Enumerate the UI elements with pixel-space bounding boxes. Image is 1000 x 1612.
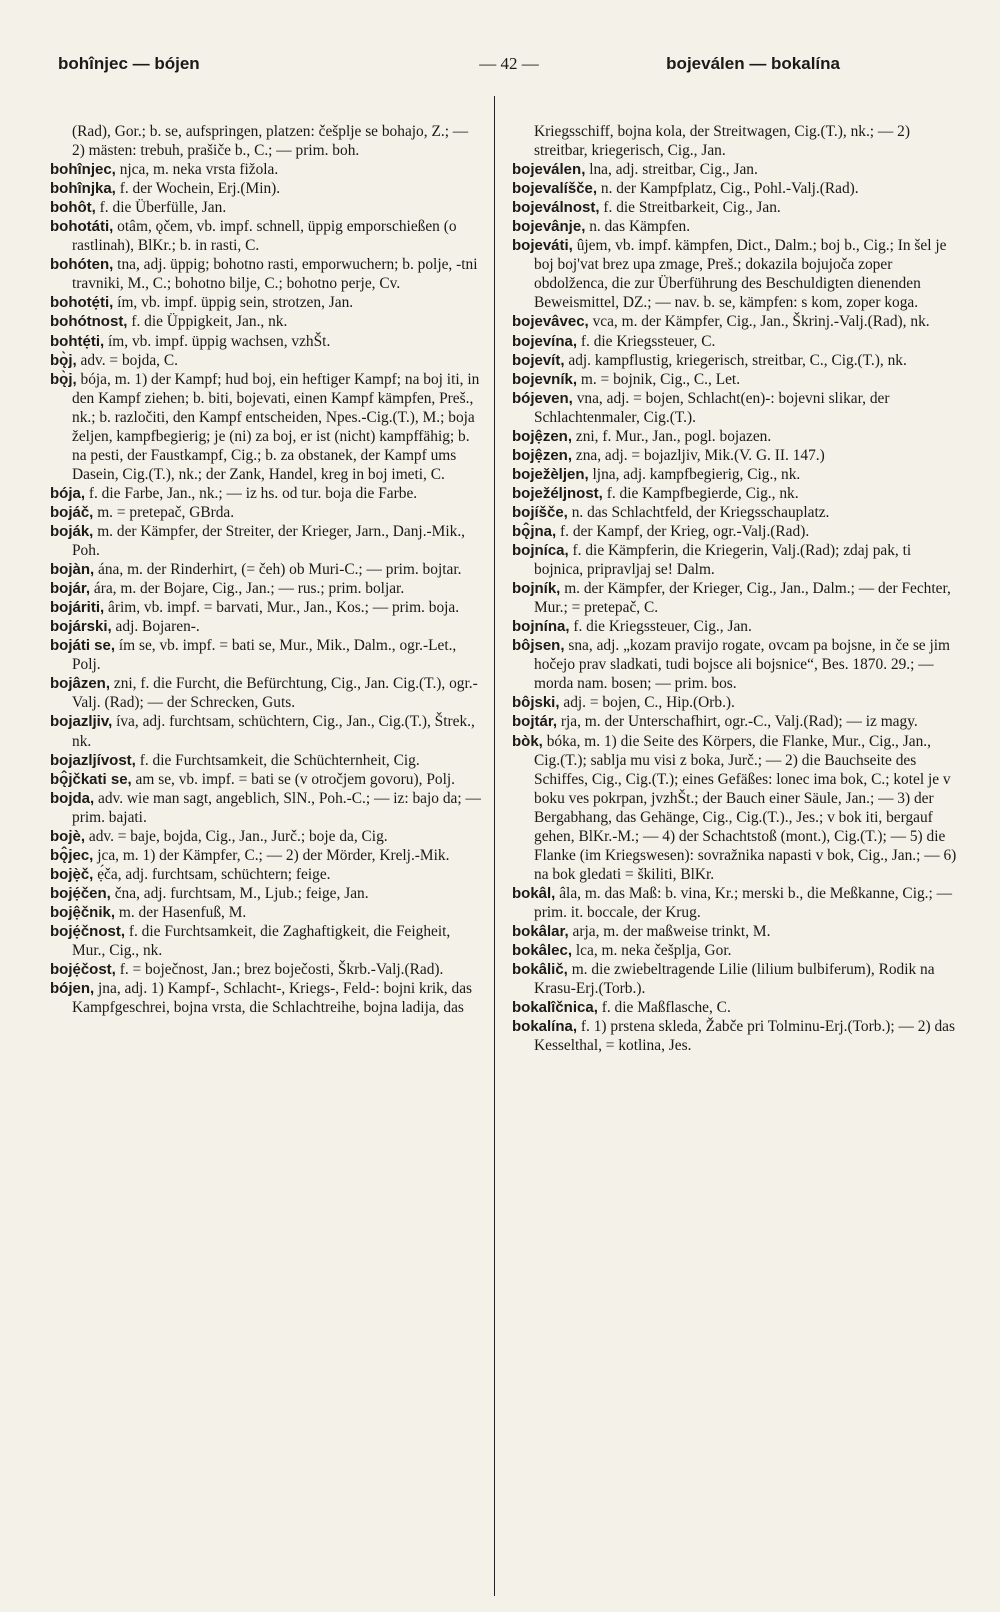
entry-headword: bǫ̀j,	[50, 351, 77, 369]
entry-headword: bojevník,	[512, 370, 578, 388]
entry-headword: bǫ̂jna,	[512, 522, 557, 540]
entry-definition: rja, m. der Unterschafhirt, ogr.-C., Valj.(Rad); — iz magy.	[557, 713, 918, 731]
dictionary-entry	[50, 332, 482, 351]
entry-headword: boježèljen,	[512, 465, 589, 483]
entry-definition: vna, adj. = bojen, Schlacht(en)-: bojevni slikar, der Schlachtenmaler, Cig.(T.).	[534, 389, 890, 426]
dictionary-entry	[512, 998, 958, 1017]
right-column	[512, 122, 958, 1055]
dictionary-entry	[512, 332, 958, 351]
dictionary-entry	[50, 751, 482, 770]
entry-definition: Kriegsschiff, bojna kola, der Streitwagen, Cig.(T.), nk.; — 2) streitbar, kriegerisch, Cig., Jan.	[534, 123, 910, 160]
dictionary-entry	[50, 636, 482, 674]
entry-definition: vca, m. der Kämpfer, Cig., Jan., Škrinj.-Valj.(Rad), nk.	[588, 313, 930, 331]
dictionary-entry	[50, 179, 482, 198]
entry-definition: ljna, adj. kampfbegierig, Cig., nk.	[588, 465, 801, 483]
dictionary-entry	[512, 503, 958, 522]
dictionary-entry	[512, 579, 958, 617]
dictionary-entry	[50, 560, 482, 579]
entry-headword: bojevína,	[512, 332, 578, 350]
dictionary-entry	[50, 255, 482, 293]
entry-headword: bòk,	[512, 732, 543, 750]
dictionary-entry	[512, 693, 958, 712]
entry-definition: m. der Kämpfer, der Streiter, der Krieger, Jarn., Danj.-Mik., Poh.	[72, 522, 466, 560]
entry-headword: bojníca,	[512, 542, 569, 560]
entry-headword: bohtẹ́ti,	[50, 332, 105, 350]
entry-definition: am se, vb. impf. = bati se (v otročjem govoru), Polj.	[131, 770, 455, 788]
dictionary-entry	[50, 579, 482, 598]
dictionary-entry	[50, 789, 482, 827]
dictionary-entry	[512, 427, 958, 446]
dictionary-entry	[50, 712, 482, 750]
dictionary-entry	[512, 122, 958, 160]
entry-headword: bojẹ̀č,	[50, 865, 94, 883]
dictionary-entry	[512, 198, 958, 217]
entry-headword: bohótnost,	[50, 313, 128, 331]
entry-headword: bôjsen,	[512, 637, 565, 655]
dictionary-entry	[512, 179, 958, 198]
entry-headword: bojárski,	[50, 618, 112, 636]
entry-definition: m. die zwiebeltragende Lilie (lilium bulbiferum), Rodik na Krasu-Erj.(Torb.).	[534, 961, 935, 998]
dictionary-entry	[50, 217, 482, 255]
entry-headword: bohotáti,	[50, 218, 114, 236]
entry-headword: bojẹ́čost,	[50, 961, 116, 979]
dictionary-entry	[512, 312, 958, 331]
entry-headword: bojệčnik,	[50, 903, 116, 921]
entry-headword: bokâlec,	[512, 942, 573, 960]
entry-definition: ána, m. der Rinderhirt, (= čeh) ob Muri-C.; — prim. bojtar.	[94, 561, 462, 579]
entry-headword: bojẹ́čen,	[50, 884, 111, 902]
entry-definition: f. die Furchtsamkeit, die Zaghaftigkeit, die Feigheit, Mur., Cig., nk.	[72, 922, 451, 960]
entry-definition: n. das Kämpfen.	[585, 218, 691, 236]
dictionary-entry	[512, 541, 958, 579]
entry-headword: bohôt,	[50, 199, 96, 217]
entry-definition: otâm, ǫčem, vb. impf. schnell, üppig emporschießen (o rastlinah), BlKr.; b. in rasti, C.	[72, 218, 457, 255]
column-divider	[494, 96, 495, 1596]
entry-definition: ím, vb. impf. üppig sein, strotzen, Jan.	[113, 294, 354, 312]
dictionary-entry	[50, 522, 482, 560]
dictionary-entry	[512, 1017, 958, 1055]
dictionary-entry	[512, 617, 958, 636]
entry-headword: bója,	[50, 484, 86, 502]
entry-definition: zni, f. Mur., Jan., pogl. bojazen.	[572, 427, 772, 445]
entry-definition: f. die Furchtsamkeit, die Schüchternheit, Cig.	[135, 751, 420, 769]
entry-definition: adv. = baje, bojda, Cig., Jan., Jurč.; boje da, Cig.	[85, 827, 388, 845]
dictionary-entry	[512, 236, 958, 312]
dictionary-entry	[50, 960, 482, 979]
entry-definition: f. der Kampf, der Krieg, ogr.-Valj.(Rad).	[556, 522, 810, 540]
dictionary-entry	[50, 503, 482, 522]
entry-definition: f. die Üppigkeit, Jan., nk.	[127, 313, 288, 331]
dictionary-entry	[512, 712, 958, 731]
entry-definition: zni, f. die Furcht, die Befürchtung, Cig., Jan. Cig.(T.), ogr.-Valj. (Rad); — der Schrecken, Guts.	[72, 675, 478, 712]
entry-definition: m. der Hasenfuß, M.	[115, 903, 247, 921]
entry-headword: bojník,	[512, 580, 561, 598]
entry-definition: adj. Bojaren-.	[111, 618, 200, 636]
entry-definition: f. die Kampfbegierde, Cig., nk.	[602, 484, 799, 502]
entry-definition: ím se, vb. impf. = bati se, Mur., Mik., Dalm., ogr.-Let., Polj.	[72, 637, 457, 674]
entry-definition: f. die Kriegssteuer, Cig., Jan.	[569, 618, 752, 636]
entry-headword: bohotẹ́ti,	[50, 294, 114, 312]
dictionary-entry	[50, 827, 482, 846]
dictionary-entry	[512, 636, 958, 693]
entry-headword: bojevalíšče,	[512, 180, 598, 198]
dictionary-entry	[50, 674, 482, 712]
entry-definition: lna, adj. streitbar, Cig., Jan.	[585, 161, 758, 179]
dictionary-entry	[50, 922, 482, 960]
entry-headword: bójeven,	[512, 389, 573, 407]
entry-headword: bojàn,	[50, 561, 95, 579]
left-column	[50, 122, 482, 1017]
entry-headword: bojda,	[50, 789, 95, 807]
entry-definition: ẹ́ča, adj. furchtsam, schüchtern; feige.	[93, 865, 331, 883]
entry-headword: bojevânje,	[512, 218, 586, 236]
dictionary-entry	[512, 922, 958, 941]
entry-definition: bóka, m. 1) die Seite des Körpers, die Flanke, Mur., Cig., Jan., Cig.(T.); sablja mu visi z boka, Jurč.; — 2) die Bauchseite des Schiffes, Cig., Cig.(T.); eines Gefäßes: lonec ima bok, C.; kotel je v boku ves pokrpan, jvzhŠt.; der Bauch einer Säule, Jan.; — 3) der Bergabhang, das Gehänge, Cig., Cig.(T.)., Jes.; v bok iti, bergauf gehen, BlKr.-M.; — 4) der Schachtstoß (mont.), Cig.(T.); — 5) die Flanke (im Kriegswesen): sovražnika napasti v bok, Cig., Jan.; — 6) na bok gledati = škiliti, BlKr.	[534, 732, 957, 883]
entry-headword: bojáti se,	[50, 637, 116, 655]
entry-definition: f. die Farbe, Jan., nk.; — iz hs. od tur. boja die Farbe.	[85, 484, 418, 502]
dictionary-entry	[50, 598, 482, 617]
entry-definition: íva, adj. furchtsam, schüchtern, Cig., Jan., Cig.(T.), Štrek., nk.	[72, 713, 475, 750]
entry-headword: bojệzen,	[512, 446, 573, 464]
entry-headword: bokalîčnica,	[512, 999, 598, 1017]
entry-definition: f. 1) prstena skleda, Žabče pri Tolminu-Erj.(Torb.); — 2) das Kesselthal, = kotlina, Jes.	[534, 1018, 955, 1055]
dictionary-entry	[50, 979, 482, 1017]
dictionary-entry	[50, 160, 482, 179]
dictionary-entry	[512, 465, 958, 484]
entry-definition: lca, m. neka češplja, Gor.	[572, 942, 732, 960]
entry-definition: čna, adj. furchtsam, M., Ljub.; feige, Jan.	[110, 884, 369, 902]
entry-definition: adv. = bojda, C.	[76, 351, 178, 369]
dictionary-entry	[50, 846, 482, 865]
entry-headword: bojệzen,	[512, 427, 573, 445]
entry-headword: boják,	[50, 522, 94, 540]
dictionary-entry	[50, 770, 482, 789]
entry-definition: ára, m. der Bojare, Cig., Jan.; — rus.; prim. boljar.	[90, 580, 405, 598]
entry-headword: bohóten,	[50, 256, 114, 274]
entry-definition: f. die Kämpferin, die Kriegerin, Valj.(Rad); zdaj pak, ti bojnica, pripravljaj se! Dalm.	[534, 542, 912, 579]
dictionary-entry	[512, 217, 958, 236]
entry-definition: adv. wie man sagt, angeblich, SlN., Poh.-C.; — iz: bajo da; — prim. bajati.	[72, 789, 481, 826]
dictionary-entry	[512, 160, 958, 179]
entry-definition: ím, vb. impf. üppig wachsen, vzhŠt.	[104, 332, 331, 350]
entry-headword: bokâlič,	[512, 961, 568, 979]
entry-definition: m. der Kämpfer, der Krieger, Cig., Jan., Dalm.; — der Fechter, Mur.; = pretepač, C.	[534, 580, 951, 617]
entry-definition: jca, m. 1) der Kämpfer, C.; — 2) der Mörder, Krelj.-Mik.	[93, 846, 450, 864]
dictionary-entry	[512, 941, 958, 960]
dictionary-entry	[512, 370, 958, 389]
dictionary-entry	[50, 884, 482, 903]
entry-definition: m. = pretepač, GBrda.	[93, 503, 235, 521]
entry-headword: bojáč,	[50, 503, 94, 521]
entry-headword: bǫ̀j,	[50, 370, 77, 388]
page-header	[58, 54, 960, 84]
entry-definition: âla, m. das Maß: b. vina, Kr.; merski b., die Meßkanne, Cig.; — prim. it. boccale, der Krug.	[534, 884, 953, 921]
entry-definition: f. die Maßflasche, C.	[597, 999, 731, 1017]
entry-headword: bohînjka,	[50, 180, 116, 198]
entry-definition: n. der Kampfplatz, Cig., Pohl.-Valj.(Rad).	[597, 180, 859, 198]
dictionary-entry	[512, 732, 958, 884]
dictionary-entry	[50, 370, 482, 484]
entry-headword: bojáriti,	[50, 599, 105, 617]
entry-headword: bojíšče,	[512, 503, 568, 521]
dictionary-entry	[512, 446, 958, 465]
entry-definition: f. die Überfülle, Jan.	[95, 199, 227, 217]
entry-definition: zna, adj. = bojazljiv, Mik.(V. G. II. 147.)	[572, 446, 825, 464]
entry-definition: f. die Streitbarkeit, Cig., Jan.	[599, 199, 781, 217]
entry-headword: bokâl,	[512, 884, 556, 902]
dictionary-entry	[50, 122, 482, 160]
entry-headword: bojeválen,	[512, 161, 586, 179]
entry-definition: f. die Kriegssteuer, C.	[577, 332, 716, 350]
entry-headword: boježéljnost,	[512, 484, 603, 502]
entry-headword: bokalína,	[512, 1018, 578, 1036]
entry-headword: bǫ̂jčkati se,	[50, 770, 132, 788]
entry-headword: bojazljiv,	[50, 713, 113, 731]
entry-headword: bohînjec,	[50, 161, 116, 179]
dictionary-entry	[50, 351, 482, 370]
entry-headword: bojnína,	[512, 618, 570, 636]
entry-definition: arja, m. der maßweise trinkt, M.	[568, 922, 771, 940]
entry-definition: njca, m. neka vrsta fižola.	[115, 161, 279, 179]
header-left-guideword: bohînjec — bójen	[58, 54, 200, 73]
dictionary-entry	[512, 484, 958, 503]
dictionary-entry	[50, 617, 482, 636]
dictionary-entry	[512, 389, 958, 427]
dictionary-entry	[50, 903, 482, 922]
entry-headword: bojár,	[50, 580, 91, 598]
entry-headword: bojeváti,	[512, 237, 573, 255]
dictionary-entry	[50, 293, 482, 312]
entry-definition: n. das Schlachtfeld, der Kriegsschauplatz.	[567, 503, 830, 521]
entry-definition: bója, m. 1) der Kampf; hud boj, ein heftiger Kampf; na boj iti, in den Kampf ziehen; b. biti, bojevati, einen Kampf kämpfen, Preš., nk.; b. razločiti, den Kampf entscheiden, Npes.-Cig.(T.), M.; boja željen, kampfbegierig; je (ni) za boj, er ist (nicht) kampffähig; b. na pesti, der Faustkampf, Cig.; b. za obstanek, der Kampf ums Dasein, Cig.(T.), nk.; der Zank, Handel, kreg in boj imeti, C.	[72, 370, 480, 483]
entry-definition: sna, adj. „kozam pravijo rogate, ovcam pa bojsne, in če se jim hočejo prav sladkati, tudi bojsce ali bojsnice“, Bes. 1870. 29.; — morda nam. bosen; — prim. bos.	[534, 637, 951, 693]
entry-headword: bojevít,	[512, 351, 565, 369]
entry-definition: f. = boječnost, Jan.; brez boječosti, Škrb.-Valj.(Rad).	[115, 961, 444, 979]
dictionary-entry	[512, 884, 958, 922]
entry-headword: bojevâvec,	[512, 313, 589, 331]
entry-headword: bojazljívost,	[50, 751, 136, 769]
entry-headword: bojeválnost,	[512, 199, 600, 217]
entry-headword: bokâlar,	[512, 922, 569, 940]
entry-definition: adj. kampflustig, kriegerisch, streitbar, C., Cig.(T.), nk.	[564, 351, 907, 369]
entry-headword: bojẹ́čnost,	[50, 922, 126, 940]
dictionary-entry	[512, 522, 958, 541]
dictionary-entry	[50, 484, 482, 503]
entry-definition: tna, adj. üppig; bohotno rasti, emporwuchern; b. polje, -tni travniki, M., C.; bohotno bilje, C.; bohotno perje, Cv.	[72, 256, 478, 293]
page-number: — 42 —	[479, 54, 539, 73]
entry-definition: jna, adj. 1) Kampf-, Schlacht-, Kriegs-, Feld-: bojni krik, das Kampfgeschrei, bojna vrsta, die Schlachtreihe, bojna ladija, das	[72, 980, 473, 1017]
entry-definition: ûjem, vb. impf. kämpfen, Dict., Dalm.; boj b., Cig.; In šel je boj boj'vat brez upa zmage, Preš.; dokazila bojujoča zoper obdolženca, die zur Überführung des Beschuldigten dienenden Beweismittel, DZ.; — nav. b. se, kämpfen: s kom, zoper koga.	[534, 237, 947, 312]
entry-headword: bójen,	[50, 980, 95, 998]
dictionary-entry	[512, 960, 958, 998]
dictionary-entry	[512, 351, 958, 370]
dictionary-entry	[50, 312, 482, 331]
entry-definition: (Rad), Gor.; b. se, aufspringen, platzen: češplje se bohajo, Z.; — 2) mästen: trebuh, prašiče b., C.; — prim. boh.	[72, 123, 469, 160]
entry-definition: m. = bojnik, Cig., C., Let.	[577, 370, 741, 388]
entry-definition: adj. = bojen, C., Hip.(Orb.).	[559, 694, 735, 712]
entry-headword: bôjski,	[512, 694, 560, 712]
header-right-guideword: bojeválen — bokalína	[666, 54, 840, 73]
entry-headword: bojtár,	[512, 713, 558, 731]
dictionary-entry	[50, 865, 482, 884]
dictionary-entry	[50, 198, 482, 217]
entry-headword: bojè,	[50, 827, 86, 845]
entry-headword: bǫ̂jec,	[50, 846, 94, 864]
entry-definition: f. der Wochein, Erj.(Min).	[115, 180, 281, 198]
entry-headword: bojâzen,	[50, 675, 111, 693]
entry-definition: ârim, vb. impf. = barvati, Mur., Jan., Kos.; — prim. boja.	[104, 599, 460, 617]
